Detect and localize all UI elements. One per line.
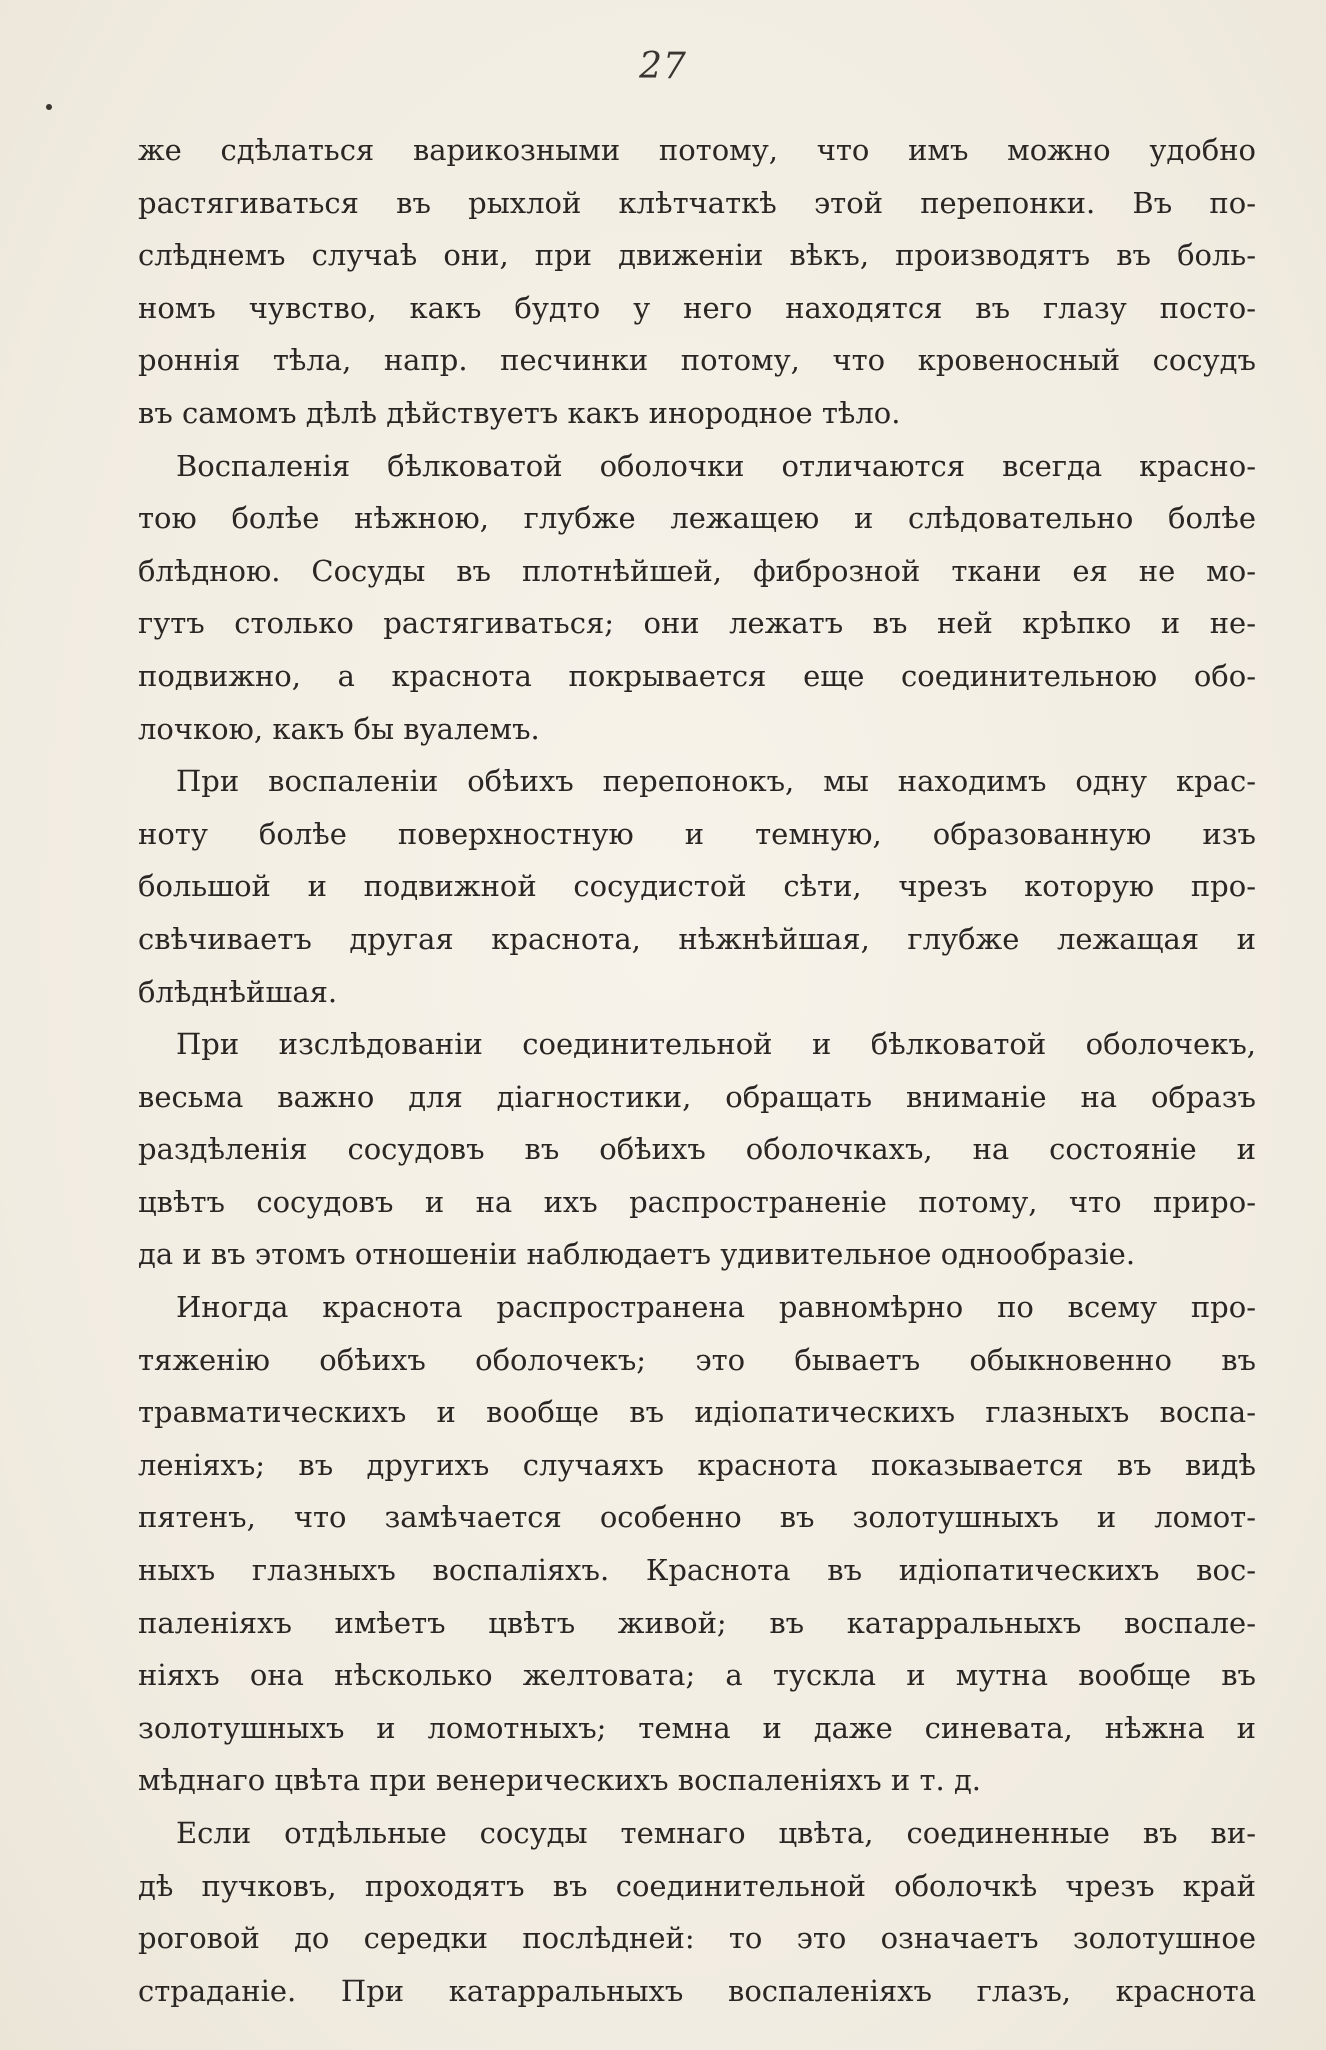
text-line: цвѣтъ сосудовъ и на ихъ распространеніе потому, что приро- [138, 1184, 1256, 1219]
text-line: ноту болѣе поверхностную и темную, образованную изъ [138, 816, 1256, 851]
text-line: леніяхъ; въ другихъ случаяхъ краснота показывается въ видѣ [138, 1447, 1256, 1482]
text-line: тою болѣе нѣжною, глубже лежащею и слѣдовательно болѣе [138, 501, 1256, 536]
text-line: дѣ пучковъ, проходятъ въ соединительной оболочкѣ чрезъ край [138, 1868, 1256, 1903]
text-line: ніяхъ она нѣсколько желтовата; а тускла и мутна вообще въ [138, 1658, 1256, 1693]
text-line: растягиваться въ рыхлой клѣтчаткѣ этой перепонки. Въ по- [138, 185, 1256, 220]
text-line: золотушныхъ и ломотныхъ; темна и даже синевата, нѣжна и [138, 1710, 1256, 1745]
text-line: да и въ этомъ отношеніи наблюдаетъ удивительное однообразіе. [138, 1237, 1136, 1272]
text-line: свѣчиваетъ другая краснота, нѣжнѣйшая, глубже лежащая и [138, 921, 1256, 956]
text-line: слѣднемъ случаѣ они, при движеніи вѣкъ, производятъ въ боль- [138, 238, 1256, 273]
text-line: При воспаленіи обѣихъ перепонокъ, мы находимъ одну крас- [176, 764, 1256, 799]
text-line: ныхъ глазныхъ воспаліяхъ. Краснота въ идіопатическихъ вос- [138, 1553, 1256, 1588]
text-line: блѣднѣйшая. [138, 974, 338, 1009]
page-number: 27 [639, 46, 687, 87]
text-line: раздѣленія сосудовъ въ обѣихъ оболочкахъ, на состояніе и [138, 1132, 1256, 1167]
body-text [138, 124, 1256, 2017]
text-line: Воспаленія бѣлковатой оболочки отличаются всегда красно- [176, 448, 1256, 483]
text-line: При изслѣдованіи соединительной и бѣлковатой оболочекъ, [176, 1027, 1256, 1062]
text-line: Иногда краснота распространена равномѣрно по всему про- [176, 1290, 1256, 1325]
text-line: въ самомъ дѣлѣ дѣйствуетъ какъ инородное тѣло. [138, 395, 901, 430]
ink-speck [46, 104, 52, 110]
text-line: номъ чувство, какъ будто у него находятся въ глазу посто- [138, 290, 1256, 325]
text-line: же сдѣлаться варикозными потому, что имъ можно удобно [138, 133, 1256, 167]
text-line: тяженію обѣихъ оболочекъ; это бываетъ обыкновенно въ [138, 1342, 1256, 1377]
text-line: весьма важно для діагностики, обращать вниманіе на образъ [138, 1079, 1256, 1114]
text-line: роговой до середки послѣдней: то это означаетъ золотушное [138, 1921, 1256, 1956]
text-line: роннія тѣла, напр. песчинки потому, что кровеносный сосудъ [138, 343, 1256, 378]
text-line: пятенъ, что замѣчается особенно въ золотушныхъ и ломот- [138, 1500, 1256, 1535]
text-line: блѣдною. Сосуды въ плотнѣйшей, фиброзной ткани ея не мо- [138, 553, 1256, 588]
text-line: лочкою, какъ бы вуалемъ. [138, 711, 540, 746]
text-line: большой и подвижной сосудистой сѣти, чрезъ которую про- [138, 869, 1256, 904]
text-line: паленіяхъ имѣетъ цвѣтъ живой; въ катарральныхъ воспале- [138, 1605, 1256, 1640]
text-line: мѣднаго цвѣта при венерическихъ воспаленіяхъ и т. д. [138, 1763, 982, 1798]
text-line: страданіе. При катарральныхъ воспаленіяхъ глазъ, краснота [138, 1973, 1256, 2008]
text-line: подвижно, а краснота покрывается еще соединительною обо- [138, 658, 1256, 693]
text-line: гутъ столько растягиваться; они лежатъ въ ней крѣпко и не- [138, 606, 1256, 641]
text-line: травматическихъ и вообще въ идіопатическихъ глазныхъ воспа- [138, 1395, 1256, 1430]
text-line: Если отдѣльные сосуды темнаго цвѣта, соединенные въ ви- [176, 1816, 1256, 1850]
